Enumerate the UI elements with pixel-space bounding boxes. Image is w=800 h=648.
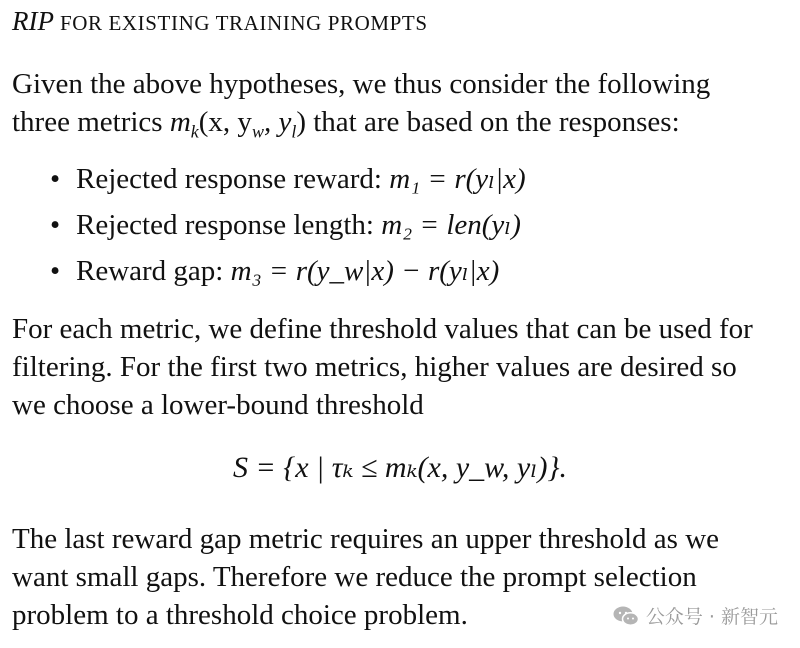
metric-label: Rejected response reward: [76, 163, 390, 195]
metric-formula: m₃ = r(y_w|x) − r(yₗ|x) [230, 255, 500, 287]
intro-text-1: Given the above hypotheses, we thus consider the following three metrics [12, 68, 711, 138]
watermark [612, 602, 778, 629]
section-heading [12, 6, 428, 37]
metric-item-length [50, 204, 526, 250]
threshold-paragraph: For each metric, we define threshold values that can be used for filtering. For the first two metrics, higher values are desired so we choose a lower-bound threshold [12, 313, 753, 421]
threshold-equation: S = {x | τₖ ≤ mₖ(x, y_w, yₗ)}. [232, 451, 568, 484]
metric-item-reward [50, 158, 526, 204]
heading-rest: FOR EXISTING TRAINING PROMPTS [59, 11, 428, 35]
metric-list [50, 158, 526, 296]
intro-text-2: that are based on the responses: [305, 106, 680, 138]
wechat-icon [612, 605, 640, 627]
intro-metric: $m_k(x$, $y_w$, $y_l$) [169, 106, 306, 142]
metric-item-gap [50, 250, 526, 296]
metric-formula: m₁ = r(yₗ|x) [389, 163, 526, 195]
outro-paragraph: The last reward gap metric requires an upper threshold as we want small gaps. Therefore we reduce the prompt selection problem to a threshold choice problem. [12, 523, 720, 631]
metric-label: Rejected response length: [76, 209, 382, 241]
metric-formula: m₂ = len(yₗ) [381, 209, 521, 241]
metric-label: Reward gap: [76, 255, 231, 287]
heading-rip: RIP [12, 6, 54, 36]
watermark-text: 公众号 · 新智元 [645, 606, 778, 628]
intro-paragraph [12, 65, 772, 141]
